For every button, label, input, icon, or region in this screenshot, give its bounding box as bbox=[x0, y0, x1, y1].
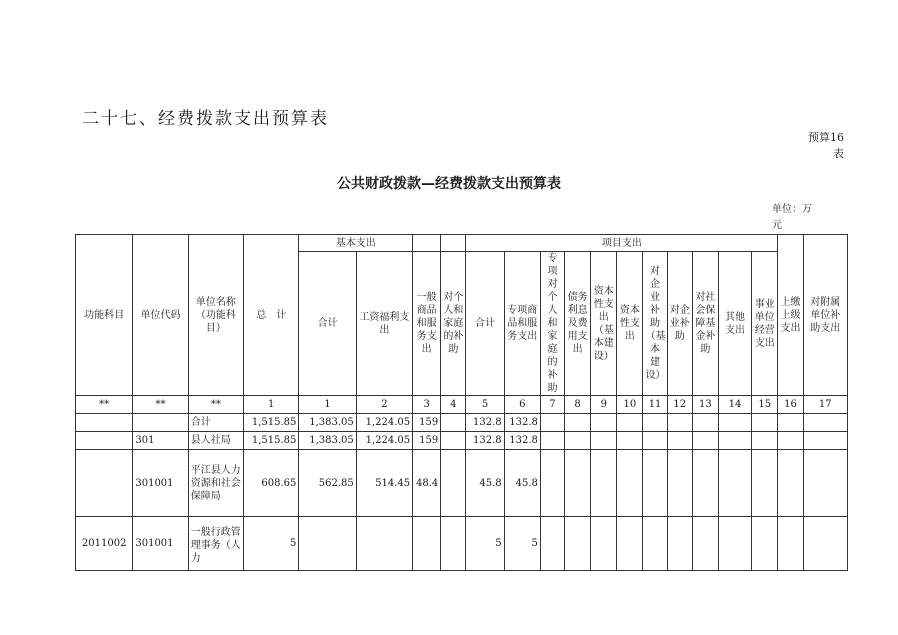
empty-cell bbox=[718, 450, 751, 517]
header-enterprise-basic bbox=[643, 252, 667, 396]
empty-cell bbox=[752, 517, 778, 571]
seq-cell: 10 bbox=[617, 396, 643, 414]
personal-cell bbox=[441, 450, 466, 517]
unit-code-cell: 301 bbox=[133, 432, 188, 450]
empty-cell bbox=[752, 450, 778, 517]
empty-cell bbox=[692, 432, 718, 450]
total-cell: 608.65 bbox=[244, 450, 299, 517]
unit-name-cell: 县人社局 bbox=[188, 432, 243, 450]
empty-cell bbox=[778, 517, 803, 571]
personal-cell bbox=[441, 414, 466, 432]
header-basic-subtotal: 合计 bbox=[299, 252, 356, 396]
empty-cell bbox=[643, 414, 667, 432]
empty-cell bbox=[778, 450, 803, 517]
empty-cell bbox=[718, 517, 751, 571]
seq-cell: 13 bbox=[692, 396, 718, 414]
seq-cell: 11 bbox=[643, 396, 667, 414]
empty-cell bbox=[803, 517, 847, 571]
empty-cell bbox=[540, 414, 564, 432]
empty-cell bbox=[692, 517, 718, 571]
seq-cell: 14 bbox=[718, 396, 751, 414]
empty-cell bbox=[667, 432, 692, 450]
table-row bbox=[76, 432, 848, 450]
project-total-cell: 132.8 bbox=[466, 432, 504, 450]
seq-cell: 2 bbox=[356, 396, 412, 414]
unit-code-cell: 301001 bbox=[133, 517, 188, 571]
empty-cell bbox=[565, 450, 591, 517]
seq-cell: ** bbox=[76, 396, 133, 414]
empty-cell bbox=[803, 432, 847, 450]
header-wages-text: 工资福利支出 bbox=[359, 311, 410, 336]
empty-cell bbox=[565, 414, 591, 432]
empty-cell bbox=[591, 517, 617, 571]
basic-total-cell: 1,383.05 bbox=[299, 432, 356, 450]
empty-cell bbox=[692, 450, 718, 517]
header-basic-group: 基本支出 bbox=[299, 235, 413, 252]
header-special-goods-text: 专项商品和服务支出 bbox=[507, 305, 538, 342]
empty-cell bbox=[617, 414, 643, 432]
total-cell: 5 bbox=[244, 517, 299, 571]
empty-cell bbox=[565, 432, 591, 450]
header-row-1 bbox=[76, 235, 848, 252]
header-total: 总 计 bbox=[244, 235, 299, 396]
header-blank bbox=[413, 235, 441, 252]
budget-table bbox=[75, 234, 848, 571]
empty-cell bbox=[617, 450, 643, 517]
seq-cell: 4 bbox=[441, 396, 466, 414]
header-unit-name-text: 单位名称（功能科目） bbox=[195, 296, 236, 334]
unit-code-cell: 301001 bbox=[133, 450, 188, 517]
unit-label: 单位：万元 bbox=[772, 204, 812, 231]
total-cell: 1,515.85 bbox=[244, 414, 299, 432]
special-goods-cell: 5 bbox=[504, 517, 540, 571]
header-project-group: 项目支出 bbox=[466, 235, 778, 252]
unit-name-text: 一般行政管理事务（人力 bbox=[190, 527, 241, 564]
table-row bbox=[76, 450, 848, 517]
seq-cell: ** bbox=[133, 396, 188, 414]
unit-name-cell bbox=[188, 517, 243, 571]
unit-code-cell bbox=[133, 414, 188, 432]
empty-cell bbox=[778, 432, 803, 450]
budget-number: 预算16表 bbox=[808, 131, 844, 160]
goods-cell: 159 bbox=[413, 432, 441, 450]
func-code-cell: 2011002 bbox=[76, 517, 133, 571]
seq-cell: 5 bbox=[466, 396, 504, 414]
empty-cell bbox=[643, 450, 667, 517]
header-special-goods bbox=[504, 252, 540, 396]
header-unit-name bbox=[188, 235, 243, 396]
goods-cell bbox=[413, 517, 441, 571]
special-goods-cell: 132.8 bbox=[504, 432, 540, 450]
header-enterprise-basic-text: 对企业补助（基本建设） bbox=[645, 266, 666, 381]
header-other bbox=[718, 252, 751, 396]
empty-cell bbox=[540, 450, 564, 517]
header-blank bbox=[441, 235, 466, 252]
header-personal-subsidy-text: 对个人和家庭的补助 bbox=[443, 292, 464, 355]
wages-cell: 1,224.05 bbox=[356, 432, 412, 450]
seq-cell: ** bbox=[188, 396, 243, 414]
table-row bbox=[76, 517, 848, 571]
special-goods-cell: 132.8 bbox=[504, 414, 540, 432]
special-goods-cell: 45.8 bbox=[504, 450, 540, 517]
project-total-cell: 5 bbox=[466, 517, 504, 571]
header-capital-basic bbox=[591, 252, 617, 396]
empty-cell bbox=[667, 414, 692, 432]
goods-cell: 159 bbox=[413, 414, 441, 432]
empty-cell bbox=[643, 517, 667, 571]
header-affiliated-text: 对附属单位补助支出 bbox=[810, 296, 841, 334]
header-special-personal-text: 专项对个人和家庭的补助 bbox=[547, 253, 558, 394]
section-title: 二十七、经费拨款支出预算表 bbox=[82, 109, 329, 129]
header-social-security bbox=[692, 252, 718, 396]
header-func-code: 功能科目 bbox=[76, 235, 133, 396]
func-code-cell bbox=[76, 450, 133, 517]
seq-cell: 12 bbox=[667, 396, 692, 414]
header-business-unit bbox=[752, 252, 778, 396]
empty-cell bbox=[565, 517, 591, 571]
empty-cell bbox=[752, 414, 778, 432]
header-superior-text: 上缴上级支出 bbox=[780, 296, 801, 334]
header-other-text: 其他支出 bbox=[725, 311, 746, 336]
header-debt-interest bbox=[565, 252, 591, 396]
seq-cell: 8 bbox=[565, 396, 591, 414]
empty-cell bbox=[752, 432, 778, 450]
seq-cell: 1 bbox=[299, 396, 356, 414]
personal-cell bbox=[441, 432, 466, 450]
empty-cell bbox=[617, 517, 643, 571]
header-enterprise-text: 对企业补助 bbox=[669, 305, 690, 342]
seq-cell: 16 bbox=[778, 396, 803, 414]
seq-cell: 17 bbox=[803, 396, 847, 414]
empty-cell bbox=[540, 517, 564, 571]
basic-total-cell: 562.85 bbox=[299, 450, 356, 517]
header-business-unit-text: 事业单位经营支出 bbox=[754, 298, 775, 349]
table-row bbox=[76, 414, 848, 432]
seq-cell: 15 bbox=[752, 396, 778, 414]
header-capital-text: 资本性支出 bbox=[619, 305, 640, 342]
goods-cell: 48.4 bbox=[413, 450, 441, 517]
func-code-cell bbox=[76, 414, 133, 432]
empty-cell bbox=[778, 414, 803, 432]
header-project-total: 合计 bbox=[466, 252, 504, 396]
empty-cell bbox=[643, 432, 667, 450]
empty-cell bbox=[803, 414, 847, 432]
empty-cell bbox=[617, 432, 643, 450]
seq-cell: 1 bbox=[244, 396, 299, 414]
wages-cell bbox=[356, 517, 412, 571]
personal-cell bbox=[441, 517, 466, 571]
project-total-cell: 132.8 bbox=[466, 414, 504, 432]
header-capital bbox=[617, 252, 643, 396]
header-special-personal bbox=[540, 252, 564, 396]
func-code-cell bbox=[76, 432, 133, 450]
header-goods-services bbox=[413, 252, 441, 396]
unit-name-text: 平江县人力资源和社会保障局 bbox=[190, 464, 241, 502]
basic-total-cell bbox=[299, 517, 356, 571]
empty-cell bbox=[591, 414, 617, 432]
header-affiliated bbox=[803, 235, 847, 396]
empty-cell bbox=[692, 414, 718, 432]
sequence-row bbox=[76, 396, 848, 414]
header-unit-code: 单位代码 bbox=[133, 235, 188, 396]
header-personal-subsidy bbox=[441, 252, 466, 396]
empty-cell bbox=[591, 432, 617, 450]
empty-cell bbox=[718, 414, 751, 432]
seq-cell: 7 bbox=[540, 396, 564, 414]
wages-cell: 1,224.05 bbox=[356, 414, 412, 432]
unit-name-cell bbox=[188, 450, 243, 517]
wages-cell: 514.45 bbox=[356, 450, 412, 517]
header-social-security-text: 对社会保障基金补助 bbox=[695, 292, 716, 355]
table-title: 公共财政拨款—经费拨款支出预算表 bbox=[337, 176, 561, 192]
seq-cell: 6 bbox=[504, 396, 540, 414]
empty-cell bbox=[667, 450, 692, 517]
header-superior bbox=[778, 235, 803, 396]
header-goods-services-text: 一般商品和服务支出 bbox=[416, 292, 437, 355]
total-cell: 1,515.85 bbox=[244, 432, 299, 450]
empty-cell bbox=[718, 432, 751, 450]
header-wages bbox=[356, 252, 412, 396]
header-capital-basic-text: 资本性支出（基本建设） bbox=[593, 285, 614, 362]
empty-cell bbox=[540, 432, 564, 450]
seq-cell: 9 bbox=[591, 396, 617, 414]
empty-cell bbox=[591, 450, 617, 517]
project-total-cell: 45.8 bbox=[466, 450, 504, 517]
seq-cell: 3 bbox=[413, 396, 441, 414]
header-enterprise bbox=[667, 252, 692, 396]
unit-name-cell: 合计 bbox=[188, 414, 243, 432]
empty-cell bbox=[667, 517, 692, 571]
empty-cell bbox=[803, 450, 847, 517]
basic-total-cell: 1,383.05 bbox=[299, 414, 356, 432]
header-debt-interest-text: 债务利息及费用支出 bbox=[567, 292, 588, 355]
